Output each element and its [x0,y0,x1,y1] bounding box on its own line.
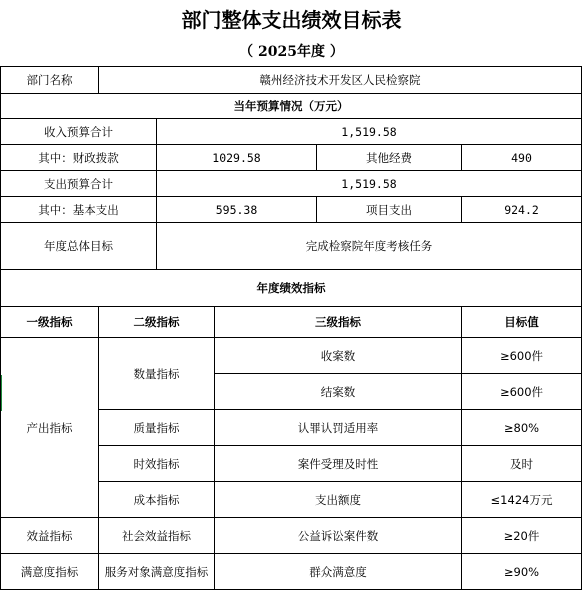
indicator-name-cell[interactable]: 案件受理及时性 [215,446,462,482]
sheet-title: 部门整体支出绩效目标表 [181,7,402,32]
col-level2-header[interactable]: 二级指标 [99,307,215,338]
expense-total-value[interactable]: 1,519.58 [157,171,582,197]
output-indicator-cell[interactable]: 产出指标 [1,338,99,518]
other-funds-label[interactable]: 其他经费 [317,145,462,171]
basic-expense-label[interactable]: 其中：基本支出 [1,197,157,223]
dept-name-value[interactable]: 赣州经济技术开发区人民检察院 [99,67,582,94]
indicator-target-cell[interactable]: ≥90% [462,554,582,590]
indicator-target-cell[interactable]: ≥600件 [462,374,582,410]
income-total-value[interactable]: 1,519.58 [157,119,582,145]
indicator-target-cell[interactable]: ≥80% [462,410,582,446]
indicator-target-cell[interactable]: ≥20件 [462,518,582,554]
quality-indicator-cell[interactable]: 质量指标 [99,410,215,446]
indicator-name-cell[interactable]: 认罪认罚适用率 [215,410,462,446]
indicator-name-cell[interactable]: 收案数 [215,338,462,374]
fiscal-allocation-label[interactable]: 其中：财政拨款 [1,145,157,171]
col-level3-header[interactable]: 三级指标 [215,307,462,338]
indicator-name-cell[interactable]: 支出额度 [215,482,462,518]
satisfaction-indicator-cell[interactable]: 满意度指标 [1,554,99,590]
indicators-header[interactable]: 年度绩效指标 [1,270,582,307]
indicator-name-cell[interactable]: 公益诉讼案件数 [215,518,462,554]
annual-goal-label[interactable]: 年度总体目标 [1,223,157,270]
timeliness-indicator-cell[interactable]: 时效指标 [99,446,215,482]
indicator-target-cell[interactable]: ≤1424万元 [462,482,582,518]
expense-total-label[interactable]: 支出预算合计 [1,171,157,197]
fiscal-allocation-value[interactable]: 1029.58 [157,145,317,171]
project-expense-label[interactable]: 项目支出 [317,197,462,223]
indicator-name-cell[interactable]: 群众满意度 [215,554,462,590]
col-level1-header[interactable]: 一级指标 [1,307,99,338]
annual-goal-value[interactable]: 完成检察院年度考核任务 [157,223,582,270]
income-total-label[interactable]: 收入预算合计 [1,119,157,145]
indicator-target-cell[interactable]: ≥600件 [462,338,582,374]
basic-expense-value[interactable]: 595.38 [157,197,317,223]
indicator-target-cell[interactable]: 及时 [462,446,582,482]
service-satisfaction-indicator-cell[interactable]: 服务对象满意度指标 [99,554,215,590]
benefit-indicator-cell[interactable]: 效益指标 [1,518,99,554]
project-expense-value[interactable]: 924.2 [462,197,582,223]
social-benefit-indicator-cell[interactable]: 社会效益指标 [99,518,215,554]
cost-indicator-cell[interactable]: 成本指标 [99,482,215,518]
indicator-name-cell[interactable]: 结案数 [215,374,462,410]
target-table [0,66,582,590]
col-target-header[interactable]: 目标值 [462,307,582,338]
quantity-indicator-cell[interactable]: 数量指标 [99,338,215,410]
sheet-subtitle: （ 2025年度 ） [239,44,344,60]
other-funds-value[interactable]: 490 [462,145,582,171]
dept-name-label[interactable]: 部门名称 [1,67,99,94]
budget-header[interactable]: 当年预算情况（万元） [1,94,582,119]
